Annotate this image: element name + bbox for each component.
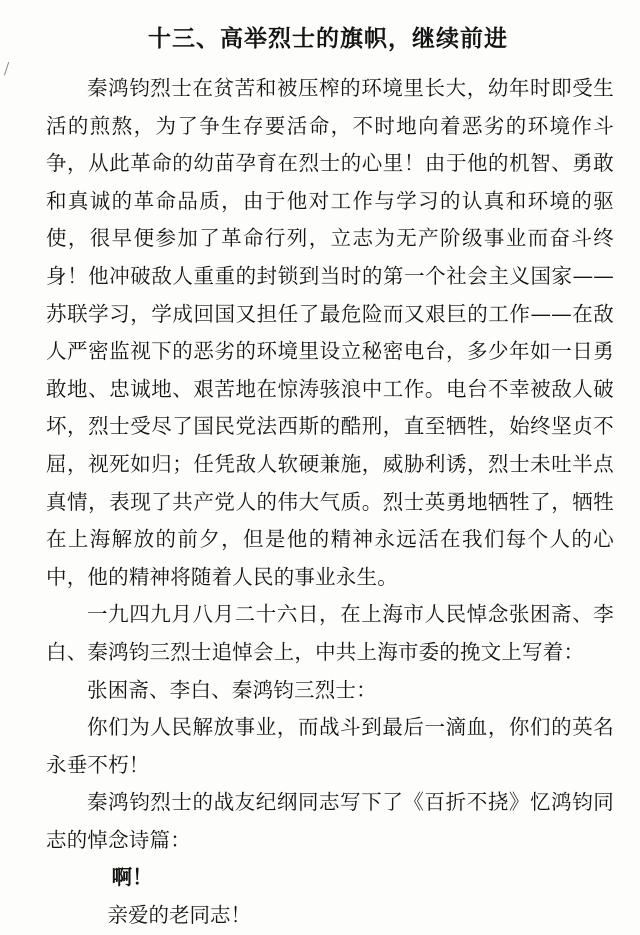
poem-line-1: 啊！ bbox=[111, 865, 153, 890]
paragraph-memorial: 一九四九月八月二十六日，在上海市人民悼念张困斋、李白、秦鸿钧三烈士追悼会上，中共上海市委的挽文上写着： bbox=[46, 602, 614, 664]
chapter-title: 十三、高举烈士的旗帜，继续前进 bbox=[148, 26, 508, 52]
margin-mark bbox=[4, 62, 11, 76]
paragraph-biography: 秦鸿钧烈士在贫苦和被压榨的环境里长大，幼年时即受生活的煎熬，为了争生存要活命，不时地向着恶劣的环境作斗争，从此革命的幼苗孕育在烈士的心里！由于他的机智、勇敢和真诚的革命品质，由于他对工作与学习的认真和环境的驱使，很早便参加了革命行列，立志为无产阶级事业而奋斗终身！他冲破敌人重重的封锁到当时的第一个社会主义国家——苏联学习，学成回国又担任了最危险而又艰巨的工作——在敌人严密监视下的恶劣的环境里设立秘密电台，多少年如一日勇敢地、忠诚地、艰苦地在惊涛骇浪中工作。电台不幸被敌人破坏，烈士受尽了国民党法西斯的酷刑，直至牺牲，始终坚贞不屈，视死如归；任凭敌人软硬兼施，威胁利诱，烈士未吐半点真情，表现了共产党人的伟大气质。烈士英勇地牺牲了，牺牲在上海解放的前夕，但是他的精神永远活在我们每个人的心中，他的精神将随着人民的事业永生。 bbox=[46, 76, 614, 589]
paragraph-poem-intro: 秦鸿钧烈士的战友纪纲同志写下了《百折不挠》忆鸿钧同志的悼念诗篇： bbox=[46, 790, 614, 852]
poem-line-2: 亲爱的老同志！ bbox=[107, 903, 251, 928]
paragraph-elegy-text: 你们为人民解放事业，而战斗到最后一滴血，你们的英名永垂不朽！ bbox=[46, 715, 614, 777]
paragraph-elegy-address: 张困斋、李白、秦鸿钧三烈士： bbox=[87, 677, 377, 702]
